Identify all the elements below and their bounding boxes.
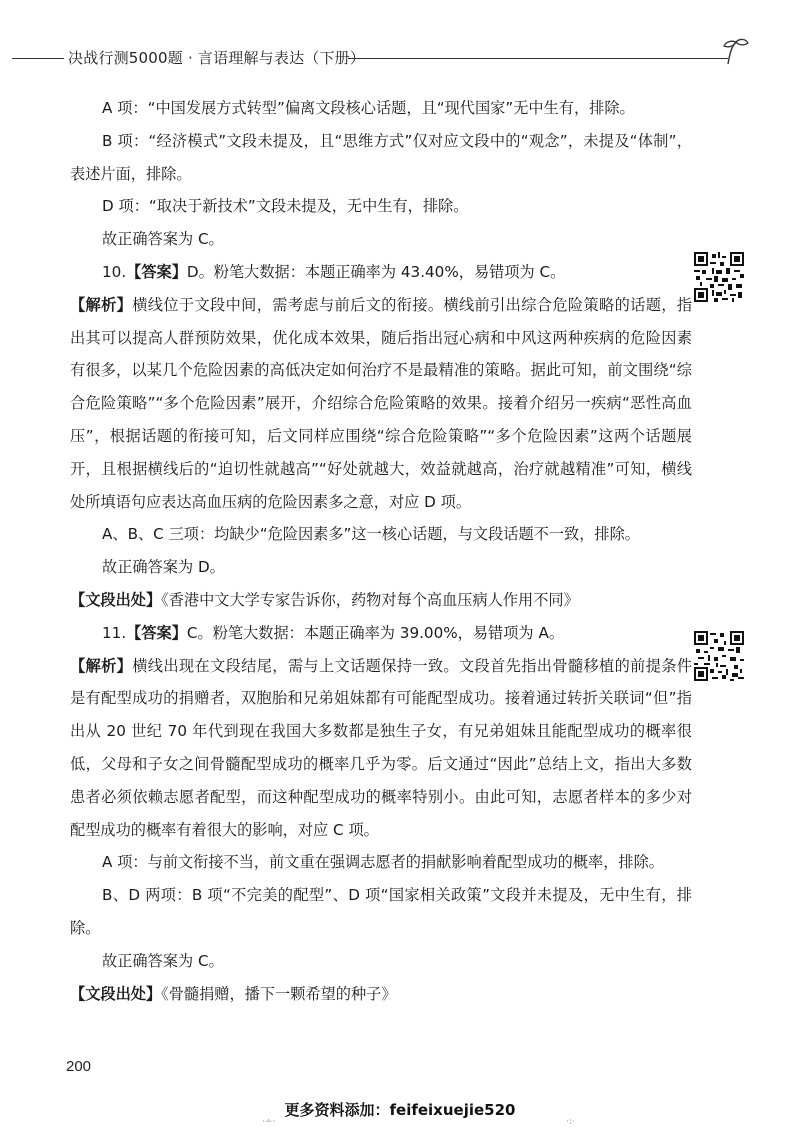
paragraph: A 项：与前文衔接不当，前文重在强调志愿者的捐献影响着配型成功的概率，排除。 bbox=[102, 853, 664, 872]
source-line: 【文段出处】《香港中文大学专家告诉你，药物对每个高血压病人作用不同》 bbox=[70, 590, 579, 609]
book-title: 决战行测5000题 · 言语理解与表达（下册） bbox=[68, 49, 366, 67]
answer-explanations bbox=[70, 92, 692, 1010]
header-rule-left bbox=[12, 58, 64, 59]
answer-tag: 【答案】 bbox=[126, 623, 187, 642]
footer-contact-note: 更多资料添加：feifeixuejie520 bbox=[284, 1101, 516, 1119]
question-number: 11. bbox=[102, 623, 127, 642]
scan-mark: ·:· bbox=[566, 1117, 575, 1127]
analysis-paragraph: 【解析】横线出现在文段结尾，需与上文话题保持一致。文段首先指出骨髓移植的前提条件是有配型成功的捐赠者，双胞胎和兄弟姐妹都有可能配型成功。接着通过转折关联词“但”指出从 20 世纪 70 年代到现在我国大多数都是独生子女，有兄弟姐妹且能配型成功的概率很低，父母和子女之间骨髓配型成功的概率几乎为零。后文通过“因此”总结上文，指出大多数患者必须依赖志愿者配型，而这种配型成功的概率特别小。由此可知，志愿者样本的多少对配型成功的概率有着很大的影响，对应 C 项。 bbox=[70, 656, 693, 839]
qr-code-icon bbox=[694, 252, 744, 302]
analysis-paragraph: 【解析】横线位于文段中间，需考虑与前后文的衔接。横线前引出综合危险策略的话题，指出其可以提高人群预防效果，优化成本效果，随后指出冠心病和中风这两种疾病的危险因素有很多，以某几个危险因素的高低决定如何治疗不是最精准的策略。据此可知，前文围绕“综合危险策略”“多个危险因素”展开，介绍综合危险策略的效果。接着介绍另一疾病“恶性高血压”，根据话题的衔接可知，后文同样应围绕“综合危险策略”“多个危险因素”这两个话题展开，且根据横线后的“迫切性就越高”“好处就越大，效益就越高，治疗就越精准”可知，横线处所填语句应表达高血压病的危险因素多之意，对应 D 项。 bbox=[70, 295, 693, 511]
scan-mark: ·∸· bbox=[262, 1117, 276, 1127]
paragraph: B 项：“经济模式”文段未提及，且“思维方式”仅对应文段中的“观念”，未提及“体制”，表述片面，排除。 bbox=[70, 131, 692, 183]
sprout-icon bbox=[722, 38, 750, 68]
page-number: 200 bbox=[66, 1058, 92, 1075]
analysis-tag: 【解析】 bbox=[70, 656, 133, 675]
paragraph: 故正确答案为 D。 bbox=[102, 558, 225, 577]
source-tag: 【文段出处】 bbox=[70, 984, 162, 1003]
paragraph: 故正确答案为 C。 bbox=[102, 951, 224, 970]
question-number: 10. bbox=[102, 262, 127, 281]
paragraph: B、D 两项：B 项“不完美的配型”、D 项“国家相关政策”文段并未提及，无中生有，排除。 bbox=[70, 886, 692, 937]
answer-line-q10: 10.【答案】D。粉笔大数据：本题正确率为 43.40%，易错项为 C。 bbox=[102, 262, 566, 281]
qr-code-icon bbox=[694, 631, 744, 681]
header-rule-right bbox=[348, 58, 728, 59]
paragraph: 故正确答案为 C。 bbox=[102, 230, 224, 249]
running-header bbox=[0, 38, 800, 78]
analysis-tag: 【解析】 bbox=[70, 295, 133, 314]
source-tag: 【文段出处】 bbox=[70, 590, 162, 609]
paragraph: D 项：“取决于新技术”文段未提及，无中生有，排除。 bbox=[102, 197, 469, 216]
paragraph: A 项：“中国发展方式转型”偏离文段核心话题，且“现代国家”无中生有，排除。 bbox=[102, 99, 635, 117]
answer-line-q11: 11.【答案】C。粉笔大数据：本题正确率为 39.00%，易错项为 A。 bbox=[102, 623, 565, 642]
source-line: 【文段出处】《骨髓捐赠，播下一颗希望的种子》 bbox=[70, 984, 397, 1003]
answer-tag: 【答案】 bbox=[126, 262, 187, 281]
paragraph: A、B、C 三项：均缺少“危险因素多”这一核心话题，与文段话题不一致，排除。 bbox=[102, 525, 640, 544]
